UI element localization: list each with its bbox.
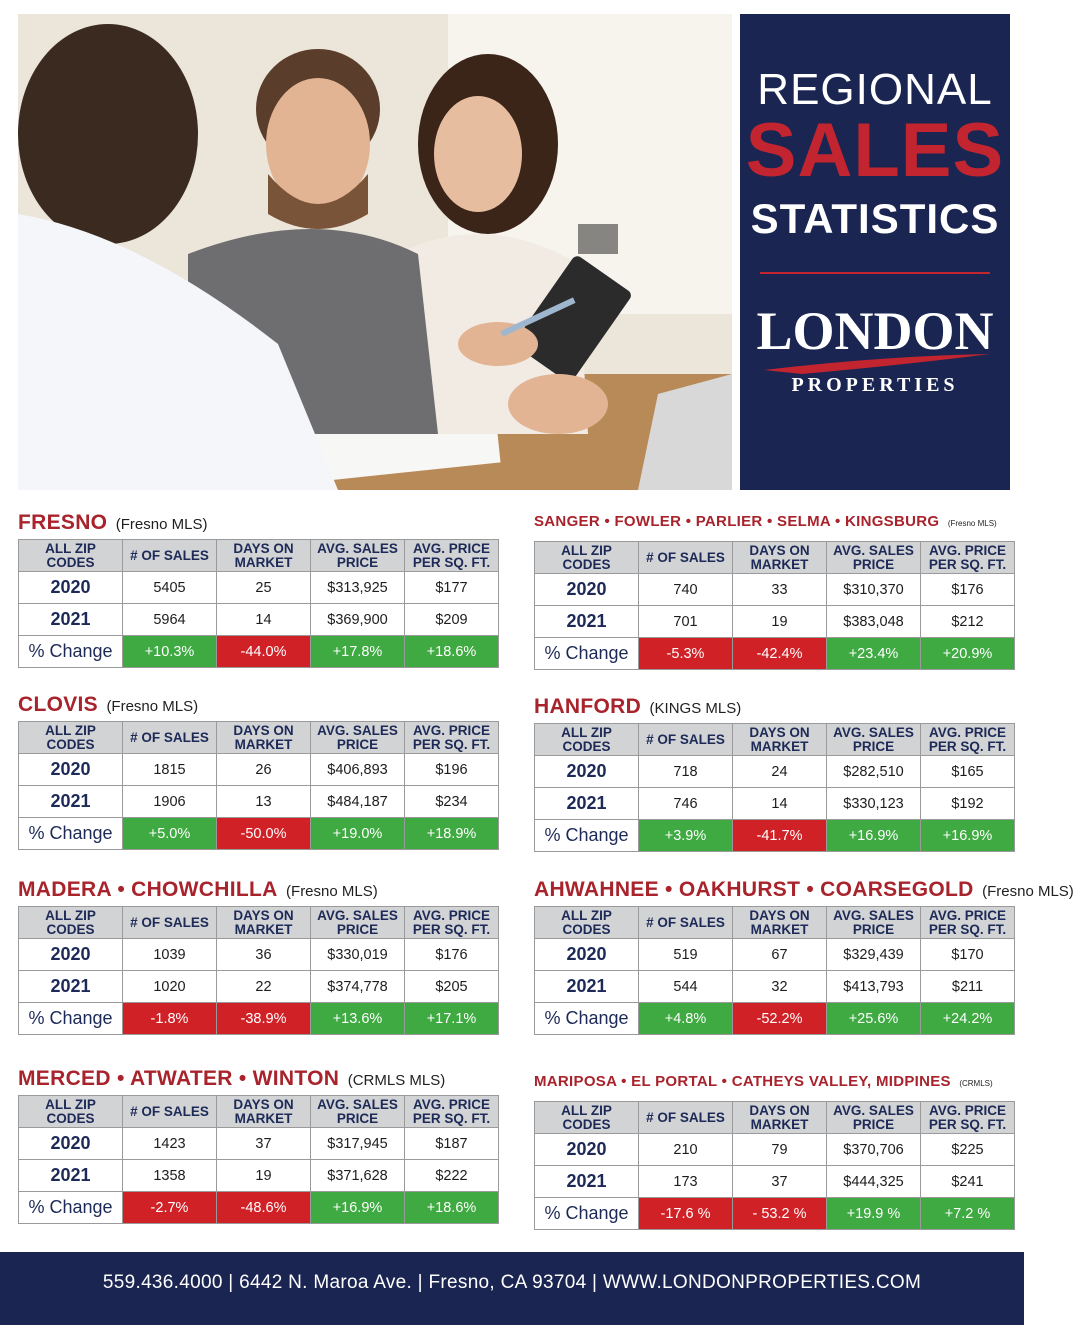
row-label-change: % Change (19, 1192, 123, 1224)
cell-sales: +5.0% (123, 818, 217, 850)
region-name: FRESNO (18, 511, 108, 534)
cell-sales: 1423 (123, 1128, 217, 1160)
cell-avg-price-sqft: $187 (405, 1128, 499, 1160)
col-header-days: DAYS ON MARKET (733, 542, 827, 574)
col-header-price: AVG. SALES PRICE (311, 907, 405, 939)
table-row-year (19, 1160, 499, 1192)
col-header-days: DAYS ON MARKET (217, 722, 311, 754)
cell-avg-price-sqft: $177 (405, 572, 499, 604)
cell-days-on-market: 19 (217, 1160, 311, 1192)
region-mls: (Fresno MLS) (982, 883, 1074, 900)
brand-divider (760, 272, 990, 274)
region-mls: (KINGS MLS) (649, 700, 742, 717)
region-mls: (Fresno MLS) (947, 519, 997, 528)
table-row-change (535, 1198, 1015, 1230)
cell-avg-price-sqft: +7.2 % (921, 1198, 1015, 1230)
table-row-change (19, 1003, 499, 1035)
header-row (19, 907, 499, 939)
table-row-year (535, 756, 1015, 788)
col-header-zip: ALL ZIP CODES (535, 724, 639, 756)
row-label-year: 2020 (19, 1128, 123, 1160)
cell-avg-price-sqft: +18.6% (405, 1192, 499, 1224)
col-header-sales: # OF SALES (123, 907, 217, 939)
col-header-days: DAYS ON MARKET (217, 1096, 311, 1128)
cell-days-on-market: 37 (217, 1128, 311, 1160)
cell-sales: 1039 (123, 939, 217, 971)
cell-avg-sales-price: $313,925 (311, 572, 405, 604)
title-sales: SALES (745, 108, 1005, 193)
header-row (19, 540, 499, 572)
cell-avg-price-sqft: $196 (405, 754, 499, 786)
cell-avg-price-sqft: +16.9% (921, 820, 1015, 852)
stats-table (18, 539, 499, 668)
table-row-change (535, 638, 1015, 670)
row-label-year: 2021 (535, 971, 639, 1003)
cell-days-on-market: 79 (733, 1134, 827, 1166)
region-name: HANFORD (534, 695, 642, 718)
cell-sales: 1906 (123, 786, 217, 818)
row-label-change: % Change (19, 1003, 123, 1035)
col-header-sales: # OF SALES (639, 1102, 733, 1134)
logo-properties: PROPERTIES (791, 374, 959, 396)
region-block (534, 1073, 1014, 1230)
col-header-zip: ALL ZIP CODES (535, 1102, 639, 1134)
col-header-sales: # OF SALES (639, 724, 733, 756)
cell-sales: 5405 (123, 572, 217, 604)
region-title (534, 695, 1014, 723)
cell-avg-sales-price: $317,945 (311, 1128, 405, 1160)
col-header-price: AVG. SALES PRICE (311, 540, 405, 572)
row-label-year: 2021 (19, 1160, 123, 1192)
region-block (18, 693, 498, 850)
cell-days-on-market: -42.4% (733, 638, 827, 670)
cell-avg-sales-price: $310,370 (827, 574, 921, 606)
brand-panel (740, 14, 1010, 490)
cell-avg-sales-price: +19.0% (311, 818, 405, 850)
footer-contact: 559.436.4000 | 6442 N. Maroa Ave. | Fresno, CA 93704 | WWW.LONDONPROPERTIES.COM (0, 1252, 1024, 1325)
col-header-price: AVG. SALES PRICE (827, 1102, 921, 1134)
cell-avg-sales-price: $369,900 (311, 604, 405, 636)
cell-avg-sales-price: $413,793 (827, 971, 921, 1003)
cell-days-on-market: 26 (217, 754, 311, 786)
col-header-sqft: AVG. PRICE PER SQ. FT. (405, 1096, 499, 1128)
cell-sales: +4.8% (639, 1003, 733, 1035)
cell-avg-sales-price: $329,439 (827, 939, 921, 971)
col-header-days: DAYS ON MARKET (733, 1102, 827, 1134)
region-title (18, 693, 498, 721)
header-row (19, 722, 499, 754)
hero-photo-illustration (18, 14, 732, 490)
region-title (18, 1067, 498, 1095)
col-header-zip: ALL ZIP CODES (19, 907, 123, 939)
region-title (18, 511, 498, 539)
region-mls: (Fresno MLS) (286, 883, 378, 900)
cell-avg-price-sqft: $222 (405, 1160, 499, 1192)
cell-avg-price-sqft: $225 (921, 1134, 1015, 1166)
region-block (534, 878, 1074, 1035)
title-statistics: STATISTICS (750, 195, 1000, 242)
hero-photo (18, 14, 732, 490)
cell-sales: 1020 (123, 971, 217, 1003)
row-label-change: % Change (19, 636, 123, 668)
cell-sales: -1.8% (123, 1003, 217, 1035)
cell-avg-sales-price: +17.8% (311, 636, 405, 668)
col-header-price: AVG. SALES PRICE (827, 542, 921, 574)
cell-avg-sales-price: +16.9% (311, 1192, 405, 1224)
cell-days-on-market: 22 (217, 971, 311, 1003)
col-header-sales: # OF SALES (123, 540, 217, 572)
cell-avg-sales-price: $444,325 (827, 1166, 921, 1198)
cell-sales: -2.7% (123, 1192, 217, 1224)
region-block (534, 695, 1014, 852)
table-row-change (19, 818, 499, 850)
region-mls: (CRMLS) (959, 1079, 993, 1088)
cell-avg-price-sqft: $192 (921, 788, 1015, 820)
col-header-sqft: AVG. PRICE PER SQ. FT. (921, 542, 1015, 574)
row-label-year: 2021 (19, 786, 123, 818)
col-header-days: DAYS ON MARKET (733, 907, 827, 939)
table-row-change (535, 1003, 1015, 1035)
cell-days-on-market: -52.2% (733, 1003, 827, 1035)
cell-days-on-market: 24 (733, 756, 827, 788)
cell-avg-sales-price: +13.6% (311, 1003, 405, 1035)
row-label-change: % Change (535, 1003, 639, 1035)
col-header-zip: ALL ZIP CODES (19, 540, 123, 572)
cell-days-on-market: 32 (733, 971, 827, 1003)
cell-avg-price-sqft: $176 (921, 574, 1015, 606)
cell-days-on-market: 25 (217, 572, 311, 604)
stats-table (18, 906, 499, 1035)
cell-sales: 701 (639, 606, 733, 638)
cell-days-on-market: 13 (217, 786, 311, 818)
cell-sales: 519 (639, 939, 733, 971)
col-header-price: AVG. SALES PRICE (827, 907, 921, 939)
cell-avg-sales-price: +16.9% (827, 820, 921, 852)
cell-avg-price-sqft: +18.6% (405, 636, 499, 668)
row-label-change: % Change (19, 818, 123, 850)
cell-days-on-market: 36 (217, 939, 311, 971)
stats-table (18, 1095, 499, 1224)
region-mls: (Fresno MLS) (106, 698, 199, 715)
header-row (535, 542, 1015, 574)
col-header-zip: ALL ZIP CODES (535, 542, 639, 574)
cell-days-on-market: -41.7% (733, 820, 827, 852)
header-row (535, 1102, 1015, 1134)
row-label-year: 2020 (535, 1134, 639, 1166)
cell-sales: 740 (639, 574, 733, 606)
cell-avg-price-sqft: $212 (921, 606, 1015, 638)
stats-table (534, 541, 1015, 670)
table-row-change (535, 820, 1015, 852)
stats-table (534, 723, 1015, 852)
table-row-year (19, 604, 499, 636)
cell-avg-sales-price: $370,706 (827, 1134, 921, 1166)
row-label-change: % Change (535, 638, 639, 670)
cell-sales: +3.9% (639, 820, 733, 852)
cell-avg-price-sqft: +24.2% (921, 1003, 1015, 1035)
col-header-price: AVG. SALES PRICE (827, 724, 921, 756)
cell-days-on-market: -44.0% (217, 636, 311, 668)
stats-table (534, 906, 1015, 1035)
cell-days-on-market: - 53.2 % (733, 1198, 827, 1230)
row-label-year: 2020 (535, 574, 639, 606)
col-header-days: DAYS ON MARKET (217, 540, 311, 572)
cell-days-on-market: 14 (217, 604, 311, 636)
row-label-change: % Change (535, 820, 639, 852)
cell-sales: -17.6 % (639, 1198, 733, 1230)
region-block (18, 878, 498, 1035)
cell-sales: +10.3% (123, 636, 217, 668)
cell-avg-price-sqft: $211 (921, 971, 1015, 1003)
col-header-sales: # OF SALES (123, 722, 217, 754)
header-row (535, 724, 1015, 756)
cell-avg-sales-price: $330,123 (827, 788, 921, 820)
region-mls: (Fresno MLS) (115, 516, 208, 533)
cell-days-on-market: 37 (733, 1166, 827, 1198)
region-name: MADERA • CHOWCHILLA (18, 878, 278, 901)
cell-sales: 1815 (123, 754, 217, 786)
row-label-year: 2020 (19, 754, 123, 786)
cell-avg-price-sqft: $165 (921, 756, 1015, 788)
table-row-year (19, 786, 499, 818)
title-regional: REGIONAL (757, 65, 993, 114)
row-label-year: 2021 (19, 604, 123, 636)
region-name: AHWAHNEE • OAKHURST • COARSEGOLD (534, 878, 974, 901)
cell-avg-price-sqft: +18.9% (405, 818, 499, 850)
cell-days-on-market: -50.0% (217, 818, 311, 850)
row-label-year: 2020 (535, 756, 639, 788)
table-row-year (535, 1134, 1015, 1166)
region-title (534, 878, 1074, 906)
table-row-year (19, 754, 499, 786)
cell-sales: 746 (639, 788, 733, 820)
cell-avg-sales-price: $383,048 (827, 606, 921, 638)
col-header-sales: # OF SALES (123, 1096, 217, 1128)
cell-sales: 718 (639, 756, 733, 788)
cell-avg-price-sqft: $205 (405, 971, 499, 1003)
row-label-year: 2021 (535, 1166, 639, 1198)
col-header-price: AVG. SALES PRICE (311, 722, 405, 754)
cell-days-on-market: 67 (733, 939, 827, 971)
table-row-year (535, 788, 1015, 820)
cell-avg-sales-price: +19.9 % (827, 1198, 921, 1230)
col-header-sqft: AVG. PRICE PER SQ. FT. (921, 724, 1015, 756)
table-row-year (19, 939, 499, 971)
cell-avg-price-sqft: $170 (921, 939, 1015, 971)
stats-table (534, 1101, 1015, 1230)
row-label-year: 2020 (19, 939, 123, 971)
cell-avg-sales-price: +25.6% (827, 1003, 921, 1035)
table-row-year (19, 572, 499, 604)
cell-avg-price-sqft: $234 (405, 786, 499, 818)
cell-avg-price-sqft: +17.1% (405, 1003, 499, 1035)
logo-swoosh-icon (762, 352, 992, 376)
col-header-zip: ALL ZIP CODES (19, 1096, 123, 1128)
col-header-sales: # OF SALES (639, 542, 733, 574)
region-name: CLOVIS (18, 693, 98, 716)
region-title (18, 878, 498, 906)
col-header-zip: ALL ZIP CODES (535, 907, 639, 939)
cell-avg-sales-price: $282,510 (827, 756, 921, 788)
col-header-sqft: AVG. PRICE PER SQ. FT. (921, 907, 1015, 939)
cell-avg-sales-price: $330,019 (311, 939, 405, 971)
col-header-days: DAYS ON MARKET (217, 907, 311, 939)
table-row-year (535, 939, 1015, 971)
cell-avg-sales-price: $484,187 (311, 786, 405, 818)
cell-sales: 1358 (123, 1160, 217, 1192)
cell-avg-sales-price: $406,893 (311, 754, 405, 786)
cell-avg-sales-price: $374,778 (311, 971, 405, 1003)
stats-table (18, 721, 499, 850)
col-header-sales: # OF SALES (639, 907, 733, 939)
row-label-year: 2021 (535, 788, 639, 820)
cell-days-on-market: -38.9% (217, 1003, 311, 1035)
cell-days-on-market: 33 (733, 574, 827, 606)
table-row-change (19, 1192, 499, 1224)
cell-sales: 5964 (123, 604, 217, 636)
region-title (534, 1073, 1014, 1101)
col-header-days: DAYS ON MARKET (733, 724, 827, 756)
cell-sales: 210 (639, 1134, 733, 1166)
col-header-sqft: AVG. PRICE PER SQ. FT. (405, 907, 499, 939)
cell-sales: 173 (639, 1166, 733, 1198)
col-header-sqft: AVG. PRICE PER SQ. FT. (405, 722, 499, 754)
cell-avg-sales-price: $371,628 (311, 1160, 405, 1192)
row-label-year: 2020 (19, 572, 123, 604)
cell-days-on-market: -48.6% (217, 1192, 311, 1224)
cell-sales: -5.3% (639, 638, 733, 670)
col-header-sqft: AVG. PRICE PER SQ. FT. (921, 1102, 1015, 1134)
table-row-year (535, 606, 1015, 638)
region-block (18, 511, 498, 668)
table-row-change (19, 636, 499, 668)
cell-avg-price-sqft: +20.9% (921, 638, 1015, 670)
region-name: SANGER • FOWLER • PARLIER • SELMA • KINGSBURG (534, 513, 940, 530)
table-row-year (535, 1166, 1015, 1198)
cell-avg-price-sqft: $209 (405, 604, 499, 636)
cell-days-on-market: 19 (733, 606, 827, 638)
row-label-year: 2021 (19, 971, 123, 1003)
header-row (19, 1096, 499, 1128)
cell-avg-price-sqft: $241 (921, 1166, 1015, 1198)
logo-london: LONDON (756, 301, 994, 361)
table-row-year (535, 574, 1015, 606)
region-block (18, 1067, 498, 1224)
row-label-year: 2021 (535, 606, 639, 638)
cell-days-on-market: 14 (733, 788, 827, 820)
table-row-year (535, 971, 1015, 1003)
header-row (535, 907, 1015, 939)
region-name: MARIPOSA • EL PORTAL • CATHEYS VALLEY, MIDPINES (534, 1073, 951, 1090)
cell-avg-sales-price: +23.4% (827, 638, 921, 670)
region-block (534, 513, 1014, 670)
region-mls: (CRMLS MLS) (347, 1072, 446, 1089)
row-label-change: % Change (535, 1198, 639, 1230)
col-header-price: AVG. SALES PRICE (311, 1096, 405, 1128)
table-row-year (19, 1128, 499, 1160)
col-header-zip: ALL ZIP CODES (19, 722, 123, 754)
row-label-year: 2020 (535, 939, 639, 971)
cell-avg-price-sqft: $176 (405, 939, 499, 971)
col-header-sqft: AVG. PRICE PER SQ. FT. (405, 540, 499, 572)
table-row-year (19, 971, 499, 1003)
region-title (534, 513, 1014, 541)
cell-sales: 544 (639, 971, 733, 1003)
region-name: MERCED • ATWATER • WINTON (18, 1067, 340, 1090)
